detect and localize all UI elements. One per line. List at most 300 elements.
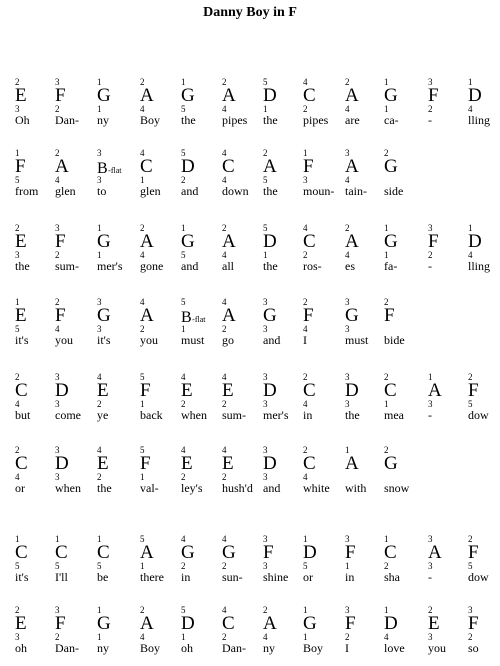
top-finger-number: 2 [15, 77, 20, 87]
note-cell [97, 446, 137, 506]
lyric-syllable: ley's [181, 481, 203, 495]
note-letter: A [345, 453, 360, 474]
note-cell [384, 606, 424, 666]
lyric-syllable: lling [468, 259, 491, 273]
bottom-finger-number: 2 [55, 250, 60, 260]
top-finger-number: 4 [181, 445, 186, 455]
top-finger-number: 2 [428, 605, 433, 615]
note-cell [303, 606, 343, 666]
top-finger-number: 1 [303, 148, 308, 158]
note-letter: F [428, 231, 440, 252]
lyric-syllable: glen [140, 184, 161, 198]
note-letter: A [55, 156, 70, 177]
note-letter: A [222, 231, 237, 252]
lyric-syllable: from [15, 184, 39, 198]
lyric-syllable: you [140, 333, 158, 347]
top-finger-number: 3 [428, 77, 433, 87]
top-finger-number: 2 [140, 77, 145, 87]
note-letter: F [468, 542, 480, 563]
lyric-syllable: pipes [222, 113, 248, 127]
note-letter: A [140, 85, 155, 106]
lyric-syllable: and [181, 184, 199, 198]
bottom-finger-number: 1 [181, 324, 186, 334]
note-letter: A [222, 305, 237, 326]
bottom-finger-number: 4 [222, 250, 227, 260]
bottom-finger-number: 2 [222, 561, 227, 571]
lyric-syllable: and [263, 333, 281, 347]
note-letter: A [263, 156, 278, 177]
lyric-syllable: - [428, 570, 432, 584]
lyric-syllable: Boy [140, 113, 161, 127]
note-cell [15, 446, 55, 506]
lyric-syllable: es [345, 259, 355, 273]
top-finger-number: 4 [140, 148, 145, 158]
note-cell [181, 535, 221, 595]
bottom-finger-number: 2 [97, 472, 102, 482]
note-letter: A [428, 542, 443, 563]
lyric-syllable: there [140, 570, 164, 584]
note-cell [303, 446, 343, 506]
lyric-syllable: when [55, 481, 81, 495]
note-cell [140, 78, 180, 138]
music-line [0, 298, 500, 358]
top-finger-number: 4 [222, 372, 227, 382]
bottom-finger-number: 4 [15, 472, 20, 482]
note-cell [97, 298, 137, 358]
note-letter: C [303, 85, 317, 106]
lyric-syllable: gone [140, 259, 164, 273]
top-finger-number: 2 [15, 605, 20, 615]
note-cell [384, 149, 424, 209]
top-finger-number: 2 [384, 148, 389, 158]
top-finger-number: 1 [181, 77, 186, 87]
note-letter: G [263, 305, 278, 326]
bottom-finger-number: 4 [140, 250, 145, 260]
note-letter: E [15, 305, 28, 326]
note-cell [345, 298, 385, 358]
lyric-syllable: fa- [384, 259, 398, 273]
top-finger-number: 1 [97, 534, 102, 544]
note-cell [97, 373, 137, 433]
note-letter: E [428, 613, 441, 634]
note-cell [97, 224, 137, 284]
note-letter: C [384, 542, 398, 563]
note-letter: C [55, 542, 69, 563]
note-cell [15, 373, 55, 433]
note-letter: D [263, 453, 278, 474]
top-finger-number: 2 [55, 297, 60, 307]
note-cell [222, 535, 262, 595]
lyric-syllable: be [97, 570, 109, 584]
bottom-finger-number: 4 [55, 324, 60, 334]
bottom-finger-number: 2 [140, 324, 145, 334]
top-finger-number: 3 [97, 297, 102, 307]
top-finger-number: 1 [55, 534, 60, 544]
note-cell [345, 373, 385, 433]
lyric-syllable: mer's [97, 259, 123, 273]
top-finger-number: 1 [384, 534, 389, 544]
lyric-syllable: when [181, 408, 207, 422]
bottom-finger-number: 2 [222, 399, 227, 409]
top-finger-number: 3 [263, 372, 268, 382]
lyric-syllable: or [15, 481, 25, 495]
bottom-finger-number: 4 [222, 104, 227, 114]
note-letter: G [384, 156, 399, 177]
note-letter: C [15, 542, 29, 563]
top-finger-number: 3 [55, 223, 60, 233]
lyric-syllable: - [428, 259, 432, 273]
top-finger-number: 3 [345, 148, 350, 158]
bottom-finger-number: 4 [345, 104, 350, 114]
bottom-finger-number: 3 [428, 399, 433, 409]
lyric-syllable: ny [97, 641, 109, 655]
top-finger-number: 4 [222, 605, 227, 615]
note-cell [263, 78, 303, 138]
note-cell [263, 535, 303, 595]
top-finger-number: 3 [55, 445, 60, 455]
note-letter: G [384, 85, 399, 106]
note-cell [55, 446, 95, 506]
note-cell [303, 78, 343, 138]
bottom-finger-number: 4 [263, 632, 268, 642]
top-finger-number: 4 [222, 297, 227, 307]
top-finger-number: 4 [222, 534, 227, 544]
bottom-finger-number: 2 [222, 324, 227, 334]
note-cell [428, 224, 468, 284]
top-finger-number: 2 [263, 605, 268, 615]
note-cell [140, 446, 180, 506]
note-letter: C [222, 156, 236, 177]
note-cell [384, 298, 424, 358]
note-letter: C [97, 542, 111, 563]
note-cell [384, 373, 424, 433]
note-cell [181, 78, 221, 138]
note-cell [55, 298, 95, 358]
top-finger-number: 5 [181, 148, 186, 158]
bottom-finger-number: 3 [303, 175, 308, 185]
top-finger-number: 2 [468, 372, 473, 382]
music-line [0, 446, 500, 506]
lyric-syllable: the [263, 184, 278, 198]
note-letter: F [263, 542, 275, 563]
note-cell [222, 373, 262, 433]
bottom-finger-number: 1 [384, 104, 389, 114]
bottom-finger-number: 1 [384, 399, 389, 409]
note-cell [15, 224, 55, 284]
lyric-syllable: and [181, 259, 199, 273]
bottom-finger-number: 3 [97, 324, 102, 334]
note-cell [345, 446, 385, 506]
bottom-finger-number: 5 [181, 250, 186, 260]
top-finger-number: 1 [181, 223, 186, 233]
top-finger-number: 2 [222, 77, 227, 87]
bottom-finger-number: 5 [15, 175, 20, 185]
bottom-finger-number: 5 [181, 104, 186, 114]
note-letter: D [55, 453, 70, 474]
lyric-syllable: glen [55, 184, 76, 198]
music-line [0, 535, 500, 595]
lyric-syllable: I'll [55, 570, 68, 584]
top-finger-number: 2 [140, 605, 145, 615]
lyric-syllable: in [303, 408, 313, 422]
bottom-finger-number: 1 [181, 632, 186, 642]
note-letter: F [15, 156, 27, 177]
lyric-syllable: in [181, 570, 191, 584]
top-finger-number: 4 [181, 534, 186, 544]
note-letter: C [15, 380, 29, 401]
bottom-finger-number: 3 [428, 561, 433, 571]
lyric-syllable: or [303, 570, 313, 584]
note-letter: A [345, 156, 360, 177]
note-cell [303, 149, 343, 209]
note-letter: D [468, 85, 483, 106]
top-finger-number: 3 [55, 605, 60, 615]
note-letter: D [263, 85, 278, 106]
note-cell [428, 535, 468, 595]
lyric-syllable: moun- [303, 184, 335, 198]
bottom-finger-number: 2 [468, 632, 473, 642]
lyric-syllable: I [345, 641, 349, 655]
bottom-finger-number: 1 [384, 250, 389, 260]
note-letter: E [222, 380, 235, 401]
bottom-finger-number: 5 [97, 561, 102, 571]
top-finger-number: 2 [140, 223, 145, 233]
top-finger-number: 3 [263, 297, 268, 307]
top-finger-number: 1 [468, 77, 473, 87]
bottom-finger-number: 3 [263, 472, 268, 482]
note-letter: C [140, 156, 154, 177]
note-cell [468, 224, 500, 284]
lyric-syllable: with [345, 481, 367, 495]
note-cell [15, 606, 55, 666]
note-cell [55, 535, 95, 595]
note-cell [55, 606, 95, 666]
bottom-finger-number: 4 [468, 250, 473, 260]
bottom-finger-number: 1 [303, 632, 308, 642]
bottom-finger-number: 1 [140, 399, 145, 409]
bottom-finger-number: 2 [181, 175, 186, 185]
bottom-finger-number: 4 [303, 324, 308, 334]
note-letter: A [345, 85, 360, 106]
lyric-syllable: val- [140, 481, 159, 495]
lyric-syllable: - [428, 408, 432, 422]
top-finger-number: 2 [15, 223, 20, 233]
lyric-syllable: Boy [140, 641, 161, 655]
note-letter: D [384, 613, 399, 634]
bottom-finger-number: 5 [303, 561, 308, 571]
lyric-syllable: the [15, 259, 30, 273]
lyric-syllable: the [263, 113, 278, 127]
note-letter: E [181, 453, 194, 474]
bottom-finger-number: 3 [55, 399, 60, 409]
top-finger-number: 2 [222, 223, 227, 233]
top-finger-number: 4 [303, 77, 308, 87]
top-finger-number: 5 [181, 605, 186, 615]
note-cell [140, 373, 180, 433]
page-title: Danny Boy in F [203, 5, 297, 20]
bottom-finger-number: 2 [181, 561, 186, 571]
top-finger-number: 2 [263, 148, 268, 158]
bottom-finger-number: 1 [97, 104, 102, 114]
bottom-finger-number: 2 [222, 472, 227, 482]
bottom-finger-number: 5 [55, 561, 60, 571]
note-letter: G [97, 85, 112, 106]
top-finger-number: 3 [345, 372, 350, 382]
bottom-finger-number: 3 [428, 632, 433, 642]
note-cell [15, 78, 55, 138]
note-cell [15, 535, 55, 595]
lyric-syllable: snow [384, 481, 410, 495]
top-finger-number: 1 [303, 605, 308, 615]
top-finger-number: 2 [384, 297, 389, 307]
note-letter: E [15, 231, 28, 252]
top-finger-number: 3 [345, 297, 350, 307]
top-finger-number: 3 [55, 77, 60, 87]
note-cell [263, 224, 303, 284]
bottom-finger-number: 4 [345, 175, 350, 185]
note-cell [181, 149, 221, 209]
bottom-finger-number: 5 [263, 175, 268, 185]
note-letter: F [55, 85, 67, 106]
bottom-finger-number: 4 [140, 104, 145, 114]
note-letter: A [140, 613, 155, 634]
bottom-finger-number: 2 [303, 250, 308, 260]
note-cell [181, 373, 221, 433]
note-cell [345, 149, 385, 209]
lyric-syllable: Dan- [55, 641, 79, 655]
lyric-syllable: so [468, 641, 479, 655]
bottom-finger-number: 2 [384, 561, 389, 571]
lyric-syllable: tain- [345, 184, 367, 198]
bottom-finger-number: 5 [468, 399, 473, 409]
note-letter: C [384, 380, 398, 401]
note-cell [345, 78, 385, 138]
lyric-syllable: - [428, 113, 432, 127]
note-cell [222, 298, 262, 358]
bottom-finger-number: 1 [345, 561, 350, 571]
note-cell [222, 78, 262, 138]
lyric-syllable: side [384, 184, 404, 198]
top-finger-number: 2 [384, 372, 389, 382]
note-letter: C [303, 231, 317, 252]
note-letter: D [263, 380, 278, 401]
note-cell [97, 535, 137, 595]
top-finger-number: 2 [345, 223, 350, 233]
note-cell [222, 606, 262, 666]
bottom-finger-number: 2 [181, 472, 186, 482]
note-letter: F [55, 613, 67, 634]
bottom-finger-number: 1 [97, 250, 102, 260]
lyric-syllable: pipes [303, 113, 329, 127]
bottom-finger-number: 4 [55, 175, 60, 185]
bottom-finger-number: 1 [263, 250, 268, 260]
note-letter: G [97, 231, 112, 252]
note-cell [140, 224, 180, 284]
note-cell [97, 606, 137, 666]
top-finger-number: 3 [428, 534, 433, 544]
lyric-syllable: ny [263, 641, 275, 655]
note-letter: D [181, 156, 196, 177]
top-finger-number: 5 [263, 77, 268, 87]
note-letter: E [97, 453, 110, 474]
bottom-finger-number: 5 [15, 561, 20, 571]
lyric-syllable: oh [181, 641, 193, 655]
note-cell [384, 446, 424, 506]
top-finger-number: 5 [181, 297, 186, 307]
note-cell [263, 446, 303, 506]
note-letter: D [181, 613, 196, 634]
accidental-label: -flat [192, 315, 206, 324]
top-finger-number: 2 [345, 77, 350, 87]
bottom-finger-number: 2 [222, 632, 227, 642]
lyric-syllable: hush'd [222, 481, 253, 495]
lyric-syllable: but [15, 408, 31, 422]
note-cell [428, 78, 468, 138]
music-line [0, 373, 500, 433]
bottom-finger-number: 4 [303, 399, 308, 409]
bottom-finger-number: 1 [140, 472, 145, 482]
top-finger-number: 4 [140, 297, 145, 307]
top-finger-number: 3 [468, 605, 473, 615]
top-finger-number: 1 [15, 297, 20, 307]
lyric-syllable: must [345, 333, 369, 347]
top-finger-number: 1 [384, 605, 389, 615]
note-letter: G [181, 85, 196, 106]
lyric-syllable: I [303, 333, 307, 347]
lyric-syllable: it's [15, 570, 29, 584]
note-cell [384, 78, 424, 138]
bottom-finger-number: 3 [263, 399, 268, 409]
lyric-syllable: love [384, 641, 405, 655]
note-letter: A [140, 542, 155, 563]
lyric-syllable: you [55, 333, 73, 347]
bottom-finger-number: 3 [345, 324, 350, 334]
top-finger-number: 4 [181, 372, 186, 382]
bottom-finger-number: 4 [140, 632, 145, 642]
note-letter: F [55, 305, 67, 326]
lyric-syllable: ca- [384, 113, 399, 127]
note-letter: G [222, 542, 237, 563]
bottom-finger-number: 3 [263, 561, 268, 571]
note-letter: E [15, 85, 28, 106]
top-finger-number: 3 [428, 223, 433, 233]
top-finger-number: 1 [15, 534, 20, 544]
lyric-syllable: ye [97, 408, 109, 422]
lyric-syllable: come [55, 408, 81, 422]
lyric-syllable: sum- [222, 408, 246, 422]
lyric-syllable: lling [468, 113, 491, 127]
note-cell [222, 149, 262, 209]
note-cell [55, 78, 95, 138]
note-cell [384, 535, 424, 595]
note-letter: F [428, 85, 440, 106]
note-cell [468, 373, 500, 433]
lyric-syllable: Boy [303, 641, 324, 655]
lyric-syllable: the [345, 408, 360, 422]
note-cell [222, 224, 262, 284]
note-cell [468, 535, 500, 595]
bottom-finger-number: 3 [55, 472, 60, 482]
bottom-finger-number: 3 [15, 104, 20, 114]
note-cell [428, 606, 468, 666]
note-cell [140, 298, 180, 358]
lyric-syllable: to [97, 184, 107, 198]
bottom-finger-number: 2 [181, 399, 186, 409]
top-finger-number: 5 [140, 372, 145, 382]
note-letter: G [97, 305, 112, 326]
note-cell [181, 224, 221, 284]
lyric-syllable: ros- [303, 259, 322, 273]
